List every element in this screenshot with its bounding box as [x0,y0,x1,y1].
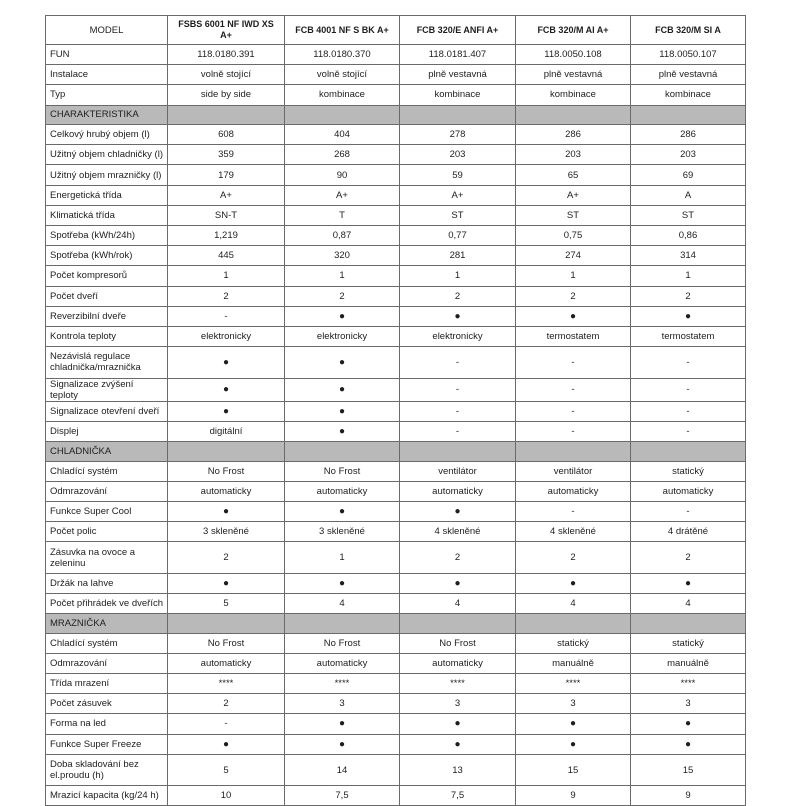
row-value: 0,77 [400,226,516,246]
row-value: 15 [516,754,631,786]
table-row [46,45,746,65]
bullet-icon: ● [285,401,400,421]
row-value: A+ [168,185,285,205]
row-value: SN-T [168,205,285,225]
spec-table-body [46,16,746,806]
bullet-icon: ● [168,501,285,521]
row-label: Klimatická třída [46,205,168,225]
row-value: **** [631,674,746,694]
model-name-header: FCB 4001 NF S BK A+ [285,16,400,45]
row-label: Počet polic [46,522,168,542]
row-label: Instalace [46,65,168,85]
table-row [46,65,746,85]
row-value: automaticky [400,653,516,673]
section-fill-cell [285,105,400,125]
row-value: 13 [400,754,516,786]
row-value: 9 [631,786,746,806]
row-value: 10 [168,786,285,806]
row-label: Doba skladování bez el.proudu (h) [46,754,168,786]
row-value: 4 [631,593,746,613]
bullet-icon: ● [400,501,516,521]
row-value: 2 [285,286,400,306]
row-value: No Frost [400,633,516,653]
row-value: 445 [168,246,285,266]
row-value: 1 [285,542,400,574]
row-value: 0,75 [516,226,631,246]
row-value: No Frost [168,461,285,481]
table-row [46,694,746,714]
row-label: Signalizace zvýšení teploty [46,378,168,401]
row-value: manuálně [516,653,631,673]
row-value: 2 [516,542,631,574]
table-row [46,185,746,205]
section-fill-cell [400,614,516,634]
bullet-icon: ● [285,421,400,441]
bullet-icon: ● [285,573,400,593]
bullet-icon: ● [168,378,285,401]
row-value: 9 [516,786,631,806]
section-fill-cell [168,614,285,634]
row-value: 118.0180.370 [285,45,400,65]
row-value: 3 [400,694,516,714]
row-value: 2 [631,286,746,306]
row-value: ST [400,205,516,225]
table-row [46,754,746,786]
table-row [46,674,746,694]
table-row [46,85,746,105]
row-value: - [400,421,516,441]
section-title: CHARAKTERISTIKA [46,105,168,125]
row-value: 1 [516,266,631,286]
row-value: 3 skleněné [168,522,285,542]
row-value: 15 [631,754,746,786]
row-label: Kontrola teploty [46,326,168,346]
row-value: 2 [168,542,285,574]
row-value: 7,5 [400,786,516,806]
bullet-icon: ● [516,714,631,734]
row-value: 5 [168,593,285,613]
row-label: Mrazicí kapacita (kg/24 h) [46,786,168,806]
row-value: 179 [168,165,285,185]
row-value: automaticky [285,653,400,673]
row-value: side by side [168,85,285,105]
row-value: - [516,501,631,521]
row-value: plně vestavná [400,65,516,85]
row-value: kombinace [631,85,746,105]
row-value: 118.0050.107 [631,45,746,65]
row-value: 5 [168,754,285,786]
table-row [46,421,746,441]
bullet-icon: ● [285,734,400,754]
row-value: digitální [168,421,285,441]
section-fill-cell [631,105,746,125]
spec-table [45,15,746,806]
row-value: 286 [516,125,631,145]
row-value: 1 [631,266,746,286]
row-label: Funkce Super Freeze [46,734,168,754]
row-value: 203 [400,145,516,165]
bullet-icon: ● [631,734,746,754]
row-value: T [285,205,400,225]
model-name-header: FCB 320/E ANFI A+ [400,16,516,45]
row-value: ST [516,205,631,225]
row-label: Reverzibilní dveře [46,306,168,326]
row-value: - [516,347,631,379]
row-value: 268 [285,145,400,165]
section-header-row [46,614,746,634]
row-value: automaticky [631,481,746,501]
table-row [46,205,746,225]
row-value: - [516,401,631,421]
row-value: A [631,185,746,205]
row-value: 1 [168,266,285,286]
bullet-icon: ● [285,347,400,379]
bullet-icon: ● [168,401,285,421]
section-fill-cell [285,442,400,462]
row-value: - [631,378,746,401]
row-value: 4 [400,593,516,613]
row-value: No Frost [168,633,285,653]
table-row [46,125,746,145]
row-value: 2 [400,286,516,306]
row-value: - [516,421,631,441]
row-value: kombinace [285,85,400,105]
section-fill-cell [400,442,516,462]
bullet-icon: ● [400,714,516,734]
table-header-row [46,16,746,45]
row-value: automaticky [168,481,285,501]
row-value: **** [285,674,400,694]
model-name-header: FCB 320/M SI A [631,16,746,45]
section-fill-cell [631,614,746,634]
row-value: automaticky [285,481,400,501]
table-row [46,786,746,806]
row-value: 203 [631,145,746,165]
row-label: Zásuvka na ovoce a zeleninu [46,542,168,574]
bullet-icon: ● [516,573,631,593]
row-label: Počet dveří [46,286,168,306]
row-label: Odmrazování [46,481,168,501]
row-value: 286 [631,125,746,145]
section-header-row [46,105,746,125]
row-value: - [631,421,746,441]
row-value: 0,86 [631,226,746,246]
table-row [46,501,746,521]
row-value: 203 [516,145,631,165]
row-value: A+ [400,185,516,205]
row-value: - [631,501,746,521]
row-value: 278 [400,125,516,145]
table-row [46,522,746,542]
bullet-icon: ● [631,306,746,326]
row-value: 274 [516,246,631,266]
row-label: Displej [46,421,168,441]
row-value: - [631,401,746,421]
table-row [46,246,746,266]
row-value: kombinace [400,85,516,105]
row-value: elektronicky [285,326,400,346]
row-value: - [168,306,285,326]
table-row [46,653,746,673]
row-value: volně stojící [285,65,400,85]
row-label: Chladící systém [46,633,168,653]
row-value: 4 skleněné [516,522,631,542]
row-value: termostatem [631,326,746,346]
row-label: Chladící systém [46,461,168,481]
row-label: Spotřeba (kWh/24h) [46,226,168,246]
section-header-row [46,442,746,462]
row-value: automaticky [516,481,631,501]
row-label: Forma na led [46,714,168,734]
row-value: statický [516,633,631,653]
table-row [46,378,746,401]
row-label: Signalizace otevření dveří [46,401,168,421]
row-value: volně stojící [168,65,285,85]
row-value: termostatem [516,326,631,346]
row-value: 7,5 [285,786,400,806]
row-value: 608 [168,125,285,145]
section-fill-cell [631,442,746,462]
row-value: - [516,378,631,401]
row-label: Celkový hrubý objem (l) [46,125,168,145]
row-label: Třída mrazení [46,674,168,694]
row-value: ventilátor [400,461,516,481]
row-label: Užitný objem mrazničky (l) [46,165,168,185]
bullet-icon: ● [285,378,400,401]
row-value: manuálně [631,653,746,673]
row-label: Spotřeba (kWh/rok) [46,246,168,266]
row-value: 2 [400,542,516,574]
table-row [46,633,746,653]
row-value: elektronicky [400,326,516,346]
row-value: 3 [516,694,631,714]
table-row [46,593,746,613]
row-value: 281 [400,246,516,266]
row-value: 3 [285,694,400,714]
row-value: No Frost [285,633,400,653]
row-value: elektronicky [168,326,285,346]
row-value: A+ [516,185,631,205]
row-value: 4 [285,593,400,613]
section-fill-cell [285,614,400,634]
section-title: MRAZNIČKA [46,614,168,634]
table-row [46,734,746,754]
row-value: 118.0180.391 [168,45,285,65]
row-value: 4 [516,593,631,613]
row-value: kombinace [516,85,631,105]
section-fill-cell [168,105,285,125]
section-fill-cell [516,105,631,125]
table-row [46,714,746,734]
row-value: 1 [285,266,400,286]
bullet-icon: ● [285,501,400,521]
table-row [46,461,746,481]
bullet-icon: ● [631,714,746,734]
row-value: - [168,714,285,734]
row-value: 118.0181.407 [400,45,516,65]
row-value: **** [168,674,285,694]
row-value: - [400,347,516,379]
row-value: automaticky [168,653,285,673]
model-column-header: MODEL [46,16,168,45]
row-value: 314 [631,246,746,266]
table-row [46,226,746,246]
row-value: 65 [516,165,631,185]
section-title: CHLADNIČKA [46,442,168,462]
row-value: 320 [285,246,400,266]
bullet-icon: ● [285,714,400,734]
bullet-icon: ● [168,347,285,379]
row-value: ventilátor [516,461,631,481]
table-row [46,286,746,306]
bullet-icon: ● [400,573,516,593]
table-row [46,326,746,346]
row-label: Počet přihrádek ve dveřích [46,593,168,613]
table-row [46,481,746,501]
row-label: Funkce Super Cool [46,501,168,521]
table-row [46,266,746,286]
table-row [46,347,746,379]
row-value: - [631,347,746,379]
table-row [46,401,746,421]
row-label: Užitný objem chladničky (l) [46,145,168,165]
bullet-icon: ● [516,734,631,754]
row-value: statický [631,461,746,481]
row-value: No Frost [285,461,400,481]
row-value: 59 [400,165,516,185]
row-value: statický [631,633,746,653]
row-label: Odmrazování [46,653,168,673]
row-value: 118.0050.108 [516,45,631,65]
row-value: 4 skleněné [400,522,516,542]
row-value: **** [516,674,631,694]
row-value: 3 skleněné [285,522,400,542]
model-name-header: FCB 320/M AI A+ [516,16,631,45]
section-fill-cell [516,442,631,462]
row-value: 3 [631,694,746,714]
table-row [46,573,746,593]
row-value: - [400,378,516,401]
row-label: Typ [46,85,168,105]
row-value: automaticky [400,481,516,501]
bullet-icon: ● [631,573,746,593]
table-row [46,542,746,574]
row-value: 4 drátěné [631,522,746,542]
row-label: FUN [46,45,168,65]
row-value: plně vestavná [631,65,746,85]
row-value: - [400,401,516,421]
row-label: Počet kompresorů [46,266,168,286]
row-value: **** [400,674,516,694]
row-value: A+ [285,185,400,205]
bullet-icon: ● [516,306,631,326]
table-row [46,306,746,326]
row-value: 69 [631,165,746,185]
row-value: plně vestavná [516,65,631,85]
row-label: Energetická třída [46,185,168,205]
row-value: 404 [285,125,400,145]
section-fill-cell [516,614,631,634]
row-value: 2 [168,694,285,714]
row-label: Držák na lahve [46,573,168,593]
row-value: 90 [285,165,400,185]
bullet-icon: ● [168,573,285,593]
row-value: 1 [400,266,516,286]
bullet-icon: ● [168,734,285,754]
row-value: 359 [168,145,285,165]
row-value: 2 [631,542,746,574]
row-value: 1,219 [168,226,285,246]
row-value: ST [631,205,746,225]
row-value: 14 [285,754,400,786]
section-fill-cell [400,105,516,125]
row-value: 2 [516,286,631,306]
table-row [46,165,746,185]
row-value: 0,87 [285,226,400,246]
model-name-header: FSBS 6001 NF IWD XS A+ [168,16,285,45]
bullet-icon: ● [400,734,516,754]
section-fill-cell [168,442,285,462]
row-label: Nezávislá regulace chladnička/mraznička [46,347,168,379]
table-row [46,145,746,165]
bullet-icon: ● [400,306,516,326]
row-value: 2 [168,286,285,306]
bullet-icon: ● [285,306,400,326]
row-label: Počet zásuvek [46,694,168,714]
